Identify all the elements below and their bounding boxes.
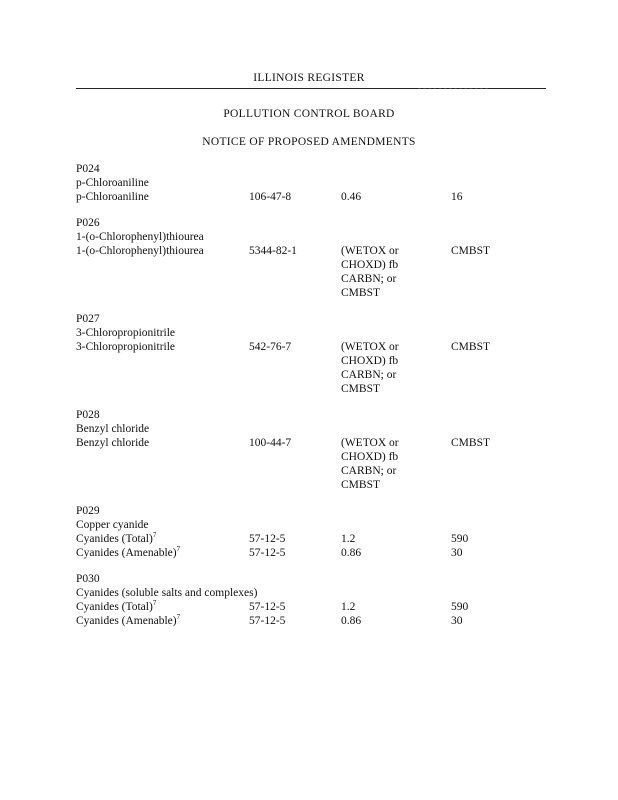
waste-description: Benzyl chloride	[76, 423, 150, 435]
wastewater-standard	[341, 532, 451, 546]
wastewater-line: (WETOX or	[341, 341, 399, 353]
waste-description: Copper cyanide	[76, 519, 149, 531]
constituent-name: 3-Chloropropionitrile	[76, 341, 176, 353]
wastewater-standard	[341, 190, 451, 204]
nonwastewater-standard: CMBST	[451, 341, 490, 353]
wastewater-line: CMBST	[341, 479, 380, 491]
nonwastewater-standard: 590	[451, 601, 469, 613]
constituent-name: Benzyl chloride	[76, 437, 150, 449]
wastewater-line: CARBN; or	[341, 465, 397, 477]
constituent-name: Cyanides (Total)	[76, 601, 153, 613]
nonwastewater-standard: CMBST	[451, 437, 490, 449]
header-scribble	[418, 84, 488, 89]
register-header: ILLINOIS REGISTER	[253, 72, 365, 84]
constituent-row	[76, 436, 546, 492]
wastewater-line: CHOXD) fb	[341, 259, 399, 271]
constituent-name-cell	[76, 546, 249, 560]
footnote-marker: 7	[176, 613, 181, 621]
constituent-name: Cyanides (Total)	[76, 533, 153, 545]
waste-code: P026	[76, 217, 100, 229]
constituent-name-cell	[76, 190, 249, 204]
nonwastewater-standard: 590	[451, 533, 469, 545]
wastewater-line: 1.2	[341, 601, 356, 613]
waste-code: P027	[76, 313, 100, 325]
wastewater-standard	[341, 614, 451, 628]
constituent-name-cell	[76, 532, 249, 546]
cas-number: 57-12-5	[249, 547, 286, 559]
wastewater-line: 0.46	[341, 191, 362, 203]
cas-number: 57-12-5	[249, 601, 286, 613]
constituent-name: Cyanides (Amenable)	[76, 615, 177, 627]
wastewater-line: CHOXD) fb	[341, 355, 399, 367]
constituent-name: Cyanides (Amenable)	[76, 547, 177, 559]
constituent-name-cell	[76, 340, 249, 396]
waste-entry	[76, 312, 546, 396]
nonwastewater-standard: 16	[451, 191, 463, 203]
wastewater-standard	[341, 340, 451, 396]
cas-number: 100-44-7	[249, 437, 292, 449]
wastewater-standard	[341, 244, 451, 300]
wastewater-standard	[341, 436, 451, 492]
waste-description: Cyanides (soluble salts and complexes)	[76, 587, 258, 599]
constituent-row	[76, 546, 546, 560]
wastewater-line: CMBST	[341, 383, 380, 395]
cas-number: 57-12-5	[249, 615, 286, 627]
nonwastewater-standard: CMBST	[451, 245, 490, 257]
cas-number: 106-47-8	[249, 191, 292, 203]
constituent-name-cell	[76, 436, 249, 492]
constituent-row	[76, 532, 546, 546]
footnote-marker: 7	[152, 531, 157, 539]
waste-code: P030	[76, 573, 100, 585]
waste-entry	[76, 504, 546, 560]
wastewater-line: CARBN; or	[341, 273, 397, 285]
constituent-row	[76, 600, 546, 614]
wastewater-line: (WETOX or	[341, 437, 399, 449]
constituent-row	[76, 614, 546, 628]
cas-number: 542-76-7	[249, 341, 292, 353]
waste-entry	[76, 216, 546, 300]
waste-description: 1-(o-Chlorophenyl)thiourea	[76, 231, 204, 243]
constituent-name-cell	[76, 244, 249, 300]
waste-entry	[76, 162, 546, 204]
constituent-row	[76, 190, 546, 204]
nonwastewater-standard: 30	[451, 547, 463, 559]
wastewater-line: 0.86	[341, 547, 362, 559]
wastewater-line: 0.86	[341, 615, 362, 627]
wastewater-standard	[341, 600, 451, 614]
waste-code: P028	[76, 409, 100, 421]
constituent-name-cell	[76, 614, 249, 628]
constituent-row	[76, 340, 546, 396]
wastewater-line: 1.2	[341, 533, 356, 545]
waste-table	[76, 162, 546, 640]
footnote-marker: 7	[152, 599, 157, 607]
wastewater-line: CMBST	[341, 287, 380, 299]
waste-code: P024	[76, 163, 100, 175]
footnote-marker: 7	[176, 545, 181, 553]
notice-title: NOTICE OF PROPOSED AMENDMENTS	[202, 136, 416, 148]
constituent-name-cell	[76, 600, 249, 614]
wastewater-line: CHOXD) fb	[341, 451, 399, 463]
waste-entry	[76, 572, 546, 628]
waste-description: 3-Chloropropionitrile	[76, 327, 176, 339]
board-title: POLLUTION CONTROL BOARD	[223, 108, 395, 120]
constituent-row	[76, 244, 546, 300]
cas-number: 57-12-5	[249, 533, 286, 545]
waste-description: p-Chloroaniline	[76, 177, 149, 189]
waste-entry	[76, 408, 546, 492]
wastewater-line: (WETOX or	[341, 245, 399, 257]
wastewater-standard	[341, 546, 451, 560]
wastewater-line: CARBN; or	[341, 369, 397, 381]
cas-number: 5344-82-1	[249, 245, 297, 257]
constituent-name: 1-(o-Chlorophenyl)thiourea	[76, 245, 204, 257]
waste-code: P029	[76, 505, 100, 517]
nonwastewater-standard: 30	[451, 615, 463, 627]
constituent-name: p-Chloroaniline	[76, 191, 149, 203]
